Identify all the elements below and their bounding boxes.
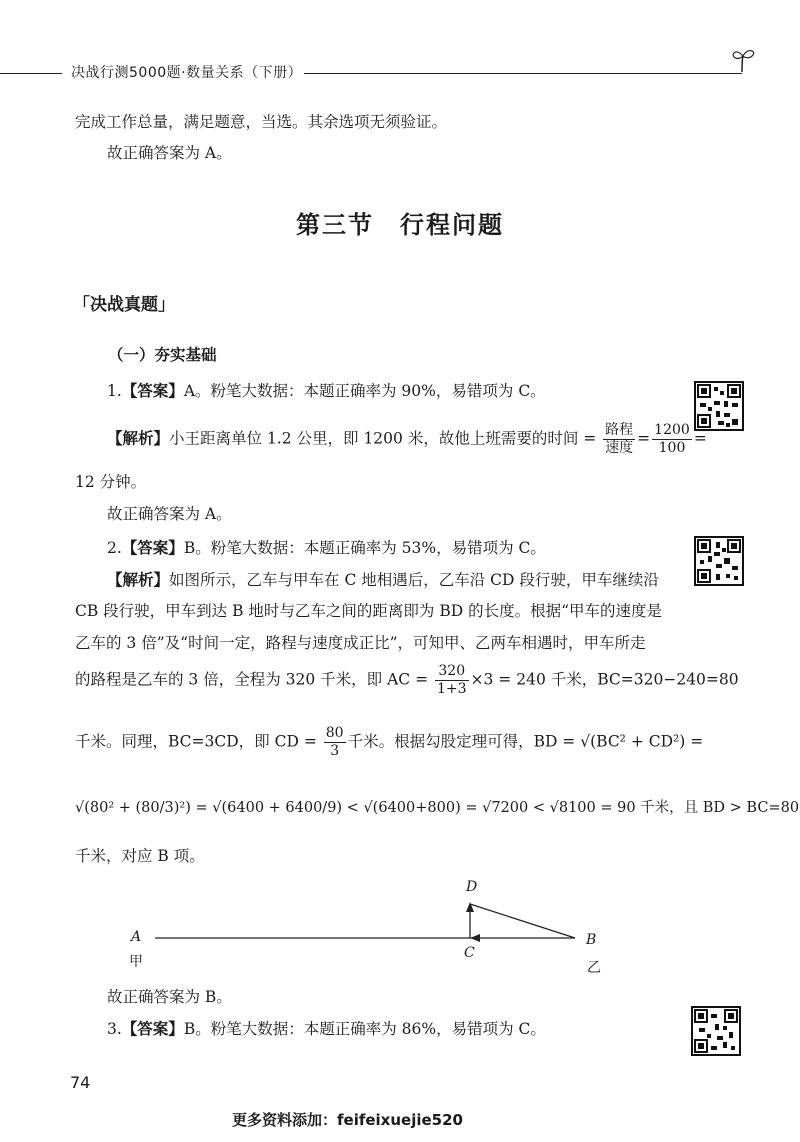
q3-answer-text: B。粉笔大数据：本题正确率为 86%，易错项为 C。 [183, 1020, 546, 1038]
q3-num: 3. [107, 1020, 122, 1038]
q2-analysis-line-2: CB 段行驶，甲车到达 B 地时与乙车之间的距离即为 BD 的长度。根据“甲车的速度是 [75, 602, 663, 620]
header-rule-left [0, 73, 62, 74]
footer-note: 更多资料添加：feifeixuejie520 [232, 1111, 463, 1129]
header-rule-right [304, 73, 742, 74]
intro-line-2: 故正确答案为 A。 [107, 144, 232, 162]
q1-analysis-text: 小王距离单位 1.2 公里，即 1200 米，故他上班需要的时间 = [169, 429, 602, 448]
q2-fraction-cd: $\frac{80}{3}$ [325, 725, 344, 759]
q3-answer [107, 1019, 546, 1039]
q2-answer-text: B。粉笔大数据：本题正确率为 53%，易错项为 C。 [183, 539, 546, 557]
arrow-to-c-icon [470, 934, 480, 942]
q1-answer [107, 381, 546, 401]
qr-code-icon [694, 536, 744, 586]
q2-num: 2. [107, 539, 122, 557]
page-number: 74 [70, 1073, 91, 1092]
q2-analysis-line-4: 的路程是乙车的 3 倍，全程为 320 千米，即 AC = $\frac{320}{1+3}$ ×3 = 240 千米，BC=320−240=80 [75, 663, 739, 697]
qr-code-icon [691, 1006, 741, 1056]
section-title: 第三节 行程问题 [296, 211, 504, 239]
label-b: B [586, 932, 597, 948]
q2-analysis-line-5: 千米。同理，BC=3CD，即 CD = $\frac{80}{3}$ 千米。根据勾股定理可得，BD = √(BC² + CD²) = [75, 725, 704, 759]
q2-conclusion: 故正确答案为 B。 [107, 988, 232, 1006]
q3-answer-tag: 【答案】 [121, 1020, 184, 1038]
q2-analysis-tag: 【解析】 [107, 571, 170, 589]
header-title: 决战行测5000题·数量关系（下册） [71, 65, 303, 81]
label-yi: 乙 [587, 960, 601, 976]
intro-line-1: 完成工作总量，满足题意，当选。其余选项无须验证。 [75, 113, 448, 131]
label-jia: 甲 [129, 954, 143, 970]
q1-answer-text: A。粉笔大数据：本题正确率为 90%，易错项为 C。 [183, 382, 546, 400]
q1-answer-tag: 【答案】 [121, 382, 184, 400]
q2-analysis-line-1: 【解析】如图所示，乙车与甲车在 C 地相遇后，乙车沿 CD 段行驶，甲车继续沿 [107, 571, 659, 589]
q2-analysis-line-7: 千米，对应 B 项。 [75, 847, 205, 865]
q2-answer-tag: 【答案】 [121, 539, 184, 557]
q2-analysis-line-3: 乙车的 3 倍”及“时间一定，路程与速度成正比”，可知甲、乙两车相遇时，甲车所走 [75, 634, 646, 652]
q1-conclusion: 故正确答案为 A。 [107, 505, 232, 523]
q1-analysis-tag: 【解析】 [107, 429, 170, 448]
q1-cont: 12 分钟。 [75, 473, 147, 491]
segment-db [470, 904, 575, 938]
q2-fraction-ac: $\frac{320}{1+3}$ [436, 663, 467, 697]
sprout-icon [728, 44, 758, 74]
q1-fraction-distance-speed: $\frac{\text{路程}}{\text{速度}}$ [605, 422, 634, 456]
q1-analysis: 【解析】小王距离单位 1.2 公里，即 1200 米，故他上班需要的时间 = $\frac{\text{路程}}{\text{速度}}$ = $\frac{1200}{100}$ = [107, 422, 707, 456]
label-a: A [131, 929, 142, 945]
label-c: C [464, 945, 475, 961]
arrow-up-icon [466, 902, 474, 912]
part-title: （一）夯实基础 [108, 346, 217, 364]
q2-answer [107, 538, 546, 558]
q2-analysis-line-6: √(80² + (80/3)²) = √(6400 + 6400/9) < √(6400+800) = √7200 < √8100 = 90 千米，且 BD > BC=80 [75, 800, 800, 816]
subsection-title: 「决战真题」 [73, 295, 175, 315]
q1-num: 1. [107, 382, 122, 400]
label-d: D [466, 879, 478, 895]
route-diagram [120, 878, 620, 978]
q1-fraction-values: $\frac{1200}{100}$ [654, 422, 690, 456]
